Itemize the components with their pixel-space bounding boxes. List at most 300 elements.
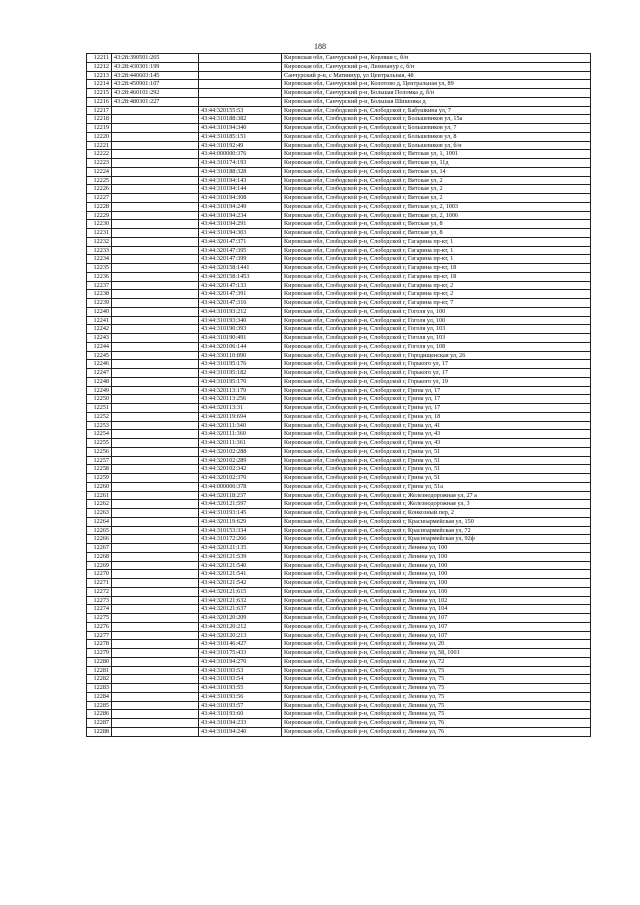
address-cell: Кировская обл, Слободской р-н, Слободской г, Гагарина пр-кт, 18 [282,264,591,273]
old-cadastral-cell [112,526,199,535]
address-cell: Кировская обл, Слободской р-н, Слободской г, Гоголя ул, 100 [282,316,591,325]
address-cell: Кировская обл, Слободской р-н, Слободской г, Красноармейская ул, 150 [282,517,591,526]
old-cadastral-cell [112,141,199,150]
table-row [87,281,591,290]
old-cadastral-cell [112,596,199,605]
old-cadastral-cell [112,544,199,553]
row-number-cell: 12261 [87,491,112,500]
row-number-cell: 12274 [87,605,112,614]
row-number-cell: 12220 [87,132,112,141]
cadastral-number-cell: 43:44:310174:193 [199,159,282,168]
row-number-cell: 12225 [87,176,112,185]
table-row [87,465,591,474]
table-row [87,544,591,553]
row-number-cell: 12257 [87,456,112,465]
row-number-cell: 12254 [87,430,112,439]
address-cell: Кировская обл, Слободской р-н, Слободской г, Гоголя ул, 108 [282,342,591,351]
address-cell: Кировская обл, Слободской р-н, Слободской г, Грина ул, 41 [282,421,591,430]
row-number-cell: 12284 [87,692,112,701]
table-row [87,561,591,570]
cadastral-number-cell: 43:44:310193:56 [199,692,282,701]
row-number-cell: 12265 [87,526,112,535]
address-cell: Кировская обл, Слободской р-н, Слободской г, Грина ул, 51а [282,482,591,491]
table-row [87,62,591,71]
cadastral-number-cell: 43:44:320121:541 [199,570,282,579]
table-row [87,412,591,421]
old-cadastral-cell [112,185,199,194]
row-number-cell: 12240 [87,307,112,316]
old-cadastral-cell: 43:28:460101:292 [112,89,199,98]
cadastral-number-cell: 43:44:310193:212 [199,307,282,316]
table-row [87,456,591,465]
table-row [87,377,591,386]
old-cadastral-cell [112,570,199,579]
row-number-cell: 12253 [87,421,112,430]
address-cell: Кировская обл, Слободской р-н, Слободской г, Горького ул, 19 [282,377,591,386]
address-cell: Кировская обл, Слободской р-н, Слободской г, Гагарина пр-кт, 1 [282,246,591,255]
row-number-cell: 12231 [87,229,112,238]
cadastral-number-cell: 43:44:310153:334 [199,526,282,535]
row-number-cell: 12232 [87,237,112,246]
old-cadastral-cell [112,692,199,701]
cadastral-number-cell: 43:44:310193:340 [199,316,282,325]
table-row [87,80,591,89]
row-number-cell: 12233 [87,246,112,255]
table-row [87,649,591,658]
old-cadastral-cell [112,299,199,308]
table-row [87,640,591,649]
cadastral-number-cell: 43:44:320111:340 [199,421,282,430]
old-cadastral-cell [112,386,199,395]
table-row [87,386,591,395]
table-row [87,482,591,491]
address-cell: Кировская обл, Слободской р-н, Слободской г, Ленина ул, 100 [282,587,591,596]
table-row [87,54,591,63]
table-row [87,202,591,211]
old-cadastral-cell [112,360,199,369]
table-row [87,106,591,115]
row-number-cell: 12243 [87,334,112,343]
old-cadastral-cell [112,229,199,238]
row-number-cell: 12283 [87,684,112,693]
cadastral-number-cell: 43:44:310185:151 [199,132,282,141]
table-row [87,97,591,106]
table-row [87,229,591,238]
old-cadastral-cell [112,202,199,211]
table-row [87,719,591,728]
address-cell: Кировская обл, Слободской р-н, Слободской г, Вятская ул, 14 [282,167,591,176]
row-number-cell: 12251 [87,404,112,413]
row-number-cell: 12271 [87,579,112,588]
cadastral-number-cell: 43:44:000000:378 [199,482,282,491]
table-row [87,360,591,369]
row-number-cell: 12234 [87,255,112,264]
old-cadastral-cell [112,264,199,273]
address-cell: Кировская обл, Слободской р-н, Слободской г, Грина ул, 17 [282,386,591,395]
address-cell: Кировская обл, Слободской р-н, Слободской г, Красноармейская ул, 92ф [282,535,591,544]
cadastral-number-cell: 43:44:310146:427 [199,640,282,649]
table-row [87,684,591,693]
cadastral-number-cell: 43:44:320113:31 [199,404,282,413]
table-row [87,351,591,360]
table-row [87,439,591,448]
cadastral-number-cell: 43:44:320120:212 [199,622,282,631]
address-cell: Кировская обл, Слободской р-н, Слободской г, Вятская ул, 2 [282,194,591,203]
table-row [87,666,591,675]
table-row [87,316,591,325]
cadastral-number-cell: 43:44:310194:270 [199,657,282,666]
cadastral-number-cell: 43:44:320121:637 [199,605,282,614]
address-cell: Кировская обл, Слободской р-н, Слободской г, Ленина ул, 20 [282,640,591,649]
row-number-cell: 12287 [87,719,112,728]
cadastral-number-cell: 43:44:320121:539 [199,552,282,561]
old-cadastral-cell [112,657,199,666]
cadastral-number-cell: 43:44:330110:890 [199,351,282,360]
cadastral-number-cell: 43:44:320147:133 [199,281,282,290]
address-cell: Кировская обл, Слободской р-н, Слободской г, Ленина ул, 104 [282,605,591,614]
row-number-cell: 12247 [87,369,112,378]
old-cadastral-cell [112,605,199,614]
cadastral-number-cell [199,62,282,71]
row-number-cell: 12282 [87,675,112,684]
row-number-cell: 12246 [87,360,112,369]
address-cell: Кировская обл, Слободской р-н, Слободской г, Грина ул, 51 [282,474,591,483]
cadastral-number-cell: 43:44:310190:393 [199,325,282,334]
table-row [87,710,591,719]
address-cell: Кировская обл, Слободской р-н, Слободской г, Гоголя ул, 103 [282,325,591,334]
old-cadastral-cell [112,176,199,185]
old-cadastral-cell [112,614,199,623]
cadastral-number-cell: 43:44:310194:303 [199,229,282,238]
cadastral-number-cell: 43:44:310188:328 [199,167,282,176]
table-row [87,150,591,159]
table-row [87,176,591,185]
row-number-cell: 12238 [87,290,112,299]
table-row [87,264,591,273]
address-cell: Кировская обл, Слободской р-н, Слободской г, Гагарина пр-кт, 1 [282,255,591,264]
cadastral-number-cell: 43:44:320113:256 [199,395,282,404]
cadastral-number-cell: 43:44:320102:288 [199,447,282,456]
table-row [87,325,591,334]
address-cell: Кировская обл, Санчурский р-н, Люмпанур с, б/н [282,62,591,71]
row-number-cell: 12280 [87,657,112,666]
cadastral-number-cell [199,54,282,63]
cadastral-number-cell: 43:44:310194:144 [199,185,282,194]
row-number-cell: 12244 [87,342,112,351]
address-cell: Санчурский р-н, с Матвинур, ул Центральная, 48 [282,71,591,80]
old-cadastral-cell [112,561,199,570]
row-number-cell: 12277 [87,631,112,640]
old-cadastral-cell [112,272,199,281]
address-cell: Кировская обл, Слободской р-н, Слободской г, Ленина ул, 102 [282,596,591,605]
cadastral-number-cell: 43:44:320111:361 [199,439,282,448]
row-number-cell: 12266 [87,535,112,544]
old-cadastral-cell [112,159,199,168]
table-row [87,692,591,701]
cadastral-number-cell: 43:44:320121:135 [199,544,282,553]
address-cell: Кировская обл, Слободской р-н, Слободской г, Ленина ул, 107 [282,614,591,623]
table-row [87,614,591,623]
address-cell: Кировская обл, Слободской р-н, Слободской г, Ленина ул, 100 [282,544,591,553]
old-cadastral-cell [112,395,199,404]
cadastral-number-cell: 43:44:320121:597 [199,500,282,509]
row-number-cell: 12219 [87,124,112,133]
address-cell: Кировская обл, Слободской р-н, Слободской г, Ленина ул, 72 [282,657,591,666]
cadastral-number-cell: 43:44:320120:209 [199,614,282,623]
cadastral-number-cell: 43:44:320158:1453 [199,272,282,281]
cadastral-number-cell: 43:44:310194:249 [199,202,282,211]
address-cell: Кировская обл, Слободской р-н, Слободской г, Ленина ул, 75 [282,710,591,719]
cadastral-number-cell: 43:44:310195:170 [199,377,282,386]
address-cell: Кировская обл, Слободской р-н, Слободской г, Большевиков ул, 7 [282,124,591,133]
address-cell: Кировская обл, Слободской р-н, Слободской г, Гагарина пр-кт, 1 [282,237,591,246]
cadastral-number-cell: 43:44:320119:629 [199,517,282,526]
table-row [87,255,591,264]
cadastral-number-cell: 43:44:320121:632 [199,596,282,605]
address-cell: Кировская обл, Слободской р-н, Слободской г, Бабушкина ул, 7 [282,106,591,115]
cadastral-number-cell: 43:44:320113:179 [199,386,282,395]
row-number-cell: 12217 [87,106,112,115]
cadastral-number-cell: 43:44:310175:433 [199,649,282,658]
address-cell: Кировская обл, Слободской р-н, Слободской г, Красноармейская ул, 72 [282,526,591,535]
address-cell: Кировская обл, Слободской р-н, Слободской г, Ленина ул, 107 [282,622,591,631]
cadastral-number-cell: 43:44:320158:1441 [199,264,282,273]
old-cadastral-cell [112,194,199,203]
cadastral-number-cell: 43:44:320118:237 [199,491,282,500]
table-row [87,570,591,579]
address-cell: Кировская обл, Слободской р-н, Слободской г, Ленина ул, 75 [282,701,591,710]
old-cadastral-cell [112,132,199,141]
cadastral-number-cell: 43:44:310193:60 [199,710,282,719]
address-cell: Кировская обл, Слободской р-н, Слободской г, Гагарина пр-кт, 2 [282,290,591,299]
row-number-cell: 12235 [87,264,112,273]
old-cadastral-cell [112,412,199,421]
row-number-cell: 12252 [87,412,112,421]
address-cell: Кировская обл, Слободской р-н, Слободской г, Железнодорожная ул, 3 [282,500,591,509]
table-row [87,552,591,561]
table-row [87,124,591,133]
address-cell: Кировская обл, Слободской р-н, Слободской г, Конкозный пер, 2 [282,509,591,518]
table-row [87,596,591,605]
cadastral-number-cell: 43:44:320102:342 [199,465,282,474]
old-cadastral-cell [112,727,199,736]
address-cell: Кировская обл, Слободской р-н, Слободской г, Ленина ул, 75 [282,692,591,701]
row-number-cell: 12227 [87,194,112,203]
row-number-cell: 12221 [87,141,112,150]
cadastral-number-cell: 43:44:310194:340 [199,124,282,133]
old-cadastral-cell [112,377,199,386]
address-cell: Кировская обл, Слободской р-н, Слободской г, Гагарина пр-кт, 7 [282,299,591,308]
table-row [87,307,591,316]
table-row [87,605,591,614]
cadastral-number-cell: 43:44:310194:143 [199,176,282,185]
cadastral-number-cell: 43:44:320147:316 [199,299,282,308]
row-number-cell: 12268 [87,552,112,561]
address-cell: Кировская обл, Слободской р-н, Слободской г, Горького ул, 17 [282,360,591,369]
address-cell: Кировская обл, Слободской р-н, Слободской г, Ленина ул, 75 [282,675,591,684]
old-cadastral-cell [112,552,199,561]
cadastral-number-cell: 43:44:320121:540 [199,561,282,570]
row-number-cell: 12256 [87,447,112,456]
old-cadastral-cell [112,456,199,465]
old-cadastral-cell [112,237,199,246]
table-row [87,430,591,439]
cadastral-number-cell: 43:44:320102:370 [199,474,282,483]
address-cell: Кировская обл, Санчурский р-н, Колотово д, Центральная ул, 89 [282,80,591,89]
row-number-cell: 12272 [87,587,112,596]
cadastral-number-cell: 43:44:320119:694 [199,412,282,421]
address-cell: Кировская обл, Слободской р-н, Слободской г, Грина ул, 43 [282,439,591,448]
row-number-cell: 12241 [87,316,112,325]
old-cadastral-cell [112,167,199,176]
row-number-cell: 12262 [87,500,112,509]
cadastral-number-cell: 43:44:320147:391 [199,290,282,299]
row-number-cell: 12213 [87,71,112,80]
row-number-cell: 12281 [87,666,112,675]
table-row [87,657,591,666]
table-row [87,141,591,150]
address-cell: Кировская обл, Слободской р-н, Слободской г, Ленина ул, 58, 1001 [282,649,591,658]
old-cadastral-cell [112,701,199,710]
cadastral-number-cell: 43:44:320121:542 [199,579,282,588]
row-number-cell: 12224 [87,167,112,176]
row-number-cell: 12269 [87,561,112,570]
cadastral-number-cell [199,89,282,98]
address-cell: Кировская обл, Слободской р-н, Слободской г, Ленина ул, 100 [282,552,591,561]
row-number-cell: 12211 [87,54,112,63]
table-row [87,185,591,194]
address-cell: Кировская обл, Слободской р-н, Слободской г, Грина ул, 17 [282,395,591,404]
cadastral-number-cell: 43:44:310193:54 [199,675,282,684]
old-cadastral-cell [112,719,199,728]
old-cadastral-cell [112,640,199,649]
address-cell: Кировская обл, Слободской р-н, Слободской г, Гоголя ул, 103 [282,334,591,343]
old-cadastral-cell [112,342,199,351]
old-cadastral-cell [112,439,199,448]
cadastral-number-cell: 43:44:320120:213 [199,631,282,640]
old-cadastral-cell: 43:28:440603:145 [112,71,199,80]
address-cell: Кировская обл, Слободской р-н, Слободской г, Гоголя ул, 100 [282,307,591,316]
row-number-cell: 12245 [87,351,112,360]
cadastral-number-cell: 43:44:320147:395 [199,246,282,255]
row-number-cell: 12216 [87,97,112,106]
table-row [87,299,591,308]
cadastral-number-cell: 43:44:000000:376 [199,150,282,159]
cadastral-number-cell: 43:44:320147:399 [199,255,282,264]
old-cadastral-cell [112,430,199,439]
row-number-cell: 12222 [87,150,112,159]
row-number-cell: 12278 [87,640,112,649]
row-number-cell: 12215 [87,89,112,98]
old-cadastral-cell: 43:28:390501:265 [112,54,199,63]
address-cell: Кировская обл, Слободской р-н, Слободской г, Вятская ул, 8 [282,220,591,229]
table-row [87,526,591,535]
row-number-cell: 12270 [87,570,112,579]
address-cell: Кировская обл, Слободской р-н, Слободской г, Ленина ул, 75 [282,684,591,693]
cadastral-number-cell: 43:44:310188:382 [199,115,282,124]
row-number-cell: 12288 [87,727,112,736]
table-row [87,246,591,255]
address-cell: Кировская обл, Слободской р-н, Слободской г, Грина ул, 51 [282,447,591,456]
row-number-cell: 12218 [87,115,112,124]
address-cell: Кировская обл, Слободской р-н, Слободской г, Вятская ул, 8 [282,229,591,238]
row-number-cell: 12279 [87,649,112,658]
old-cadastral-cell [112,500,199,509]
table-row [87,71,591,80]
row-number-cell: 12226 [87,185,112,194]
table-row [87,421,591,430]
old-cadastral-cell [112,649,199,658]
old-cadastral-cell [112,587,199,596]
table-row [87,159,591,168]
old-cadastral-cell [112,307,199,316]
old-cadastral-cell [112,675,199,684]
table-row [87,220,591,229]
address-cell: Кировская обл, Слободской р-н, Слободской г, Вятская ул, 2 [282,185,591,194]
row-number-cell: 12259 [87,474,112,483]
row-number-cell: 12267 [87,544,112,553]
address-cell: Кировская обл, Слободской р-н, Слободской г, Ленина ул, 100 [282,579,591,588]
old-cadastral-cell [112,465,199,474]
row-number-cell: 12275 [87,614,112,623]
address-cell: Кировская обл, Слободской р-н, Слободской г, Грина ул, 51 [282,465,591,474]
old-cadastral-cell [112,666,199,675]
address-cell: Кировская обл, Слободской р-н, Слободской г, Ленина ул, 76 [282,719,591,728]
table-row [87,395,591,404]
table-row [87,509,591,518]
cadastral-number-cell: 43:44:310194:240 [199,727,282,736]
row-number-cell: 12212 [87,62,112,71]
address-cell: Кировская обл, Слободской р-н, Слободской г, Вятская ул, 11д [282,159,591,168]
table-row [87,701,591,710]
row-number-cell: 12250 [87,395,112,404]
cadastral-number-cell: 43:44:310193:53 [199,666,282,675]
old-cadastral-cell [112,517,199,526]
cadastral-number-cell: 43:44:310190:491 [199,334,282,343]
row-number-cell: 12258 [87,465,112,474]
address-cell: Кировская обл, Слободской р-н, Слободской г, Большевиков ул, 8 [282,132,591,141]
address-cell: Кировская обл, Слободской р-н, Слободской г, Ленина ул, 100 [282,561,591,570]
address-cell: Кировская обл, Санчурский р-н, Большая Шишовка д [282,97,591,106]
cadastral-number-cell: 43:44:310195:176 [199,360,282,369]
table-row [87,631,591,640]
cadastral-number-cell: 43:44:320102:289 [199,456,282,465]
table-row [87,587,591,596]
cadastral-number-cell: 43:44:310193:145 [199,509,282,518]
old-cadastral-cell [112,684,199,693]
old-cadastral-cell [112,106,199,115]
old-cadastral-cell [112,535,199,544]
table-row [87,579,591,588]
table-row [87,132,591,141]
cadastral-number-cell: 43:44:320111:360 [199,430,282,439]
table-row [87,272,591,281]
table-row [87,727,591,736]
row-number-cell: 12228 [87,202,112,211]
row-number-cell: 12286 [87,710,112,719]
table-row [87,194,591,203]
old-cadastral-cell [112,579,199,588]
address-cell: Кировская обл, Слободской р-н, Слободской г, Гагарина пр-кт, 2 [282,281,591,290]
old-cadastral-cell [112,255,199,264]
row-number-cell: 12273 [87,596,112,605]
cadastral-number-cell: 43:44:310194:233 [199,719,282,728]
old-cadastral-cell [112,447,199,456]
cadastral-number-cell: 43:44:310192:49 [199,141,282,150]
old-cadastral-cell: 43:28:430301:199 [112,62,199,71]
table-row [87,675,591,684]
old-cadastral-cell [112,369,199,378]
